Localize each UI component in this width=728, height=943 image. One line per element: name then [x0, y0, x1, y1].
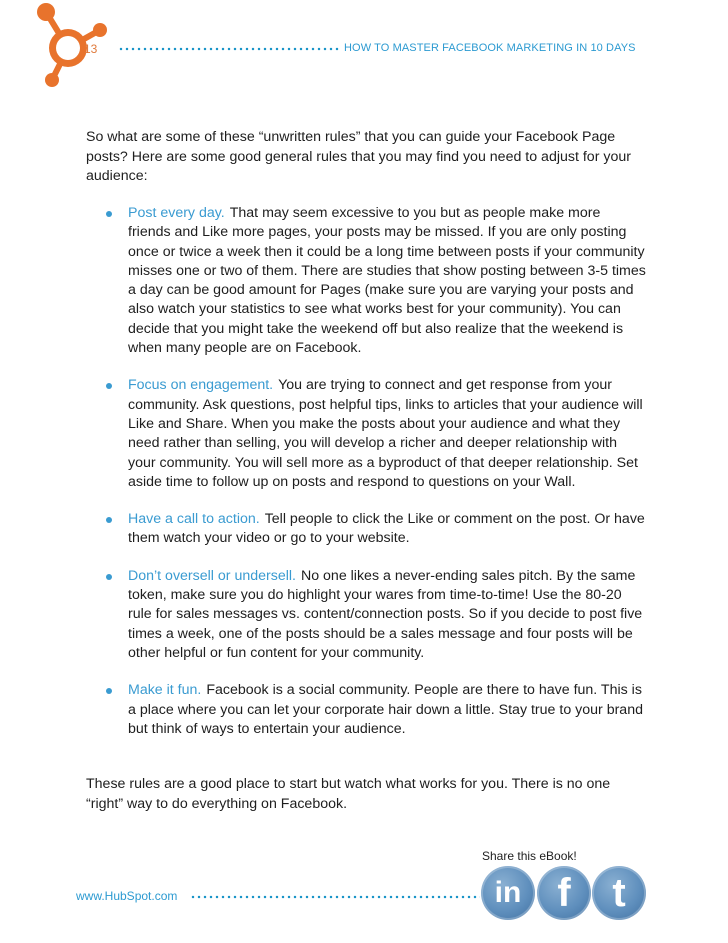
list-item	[86, 204, 646, 358]
twitter-icon[interactable]: t	[592, 866, 646, 920]
bullet-icon	[106, 574, 112, 580]
linkedin-icon[interactable]: in	[481, 866, 535, 920]
bullet-icon	[106, 517, 112, 523]
bullet-icon	[106, 383, 112, 389]
list-item	[86, 376, 646, 492]
rule-title: Don’t oversell or undersell.	[128, 567, 296, 584]
rule-title: Have a call to action.	[128, 511, 260, 528]
rule-title: Make it fun.	[128, 682, 202, 699]
rule-title: Focus on engagement.	[128, 377, 274, 394]
rule-text: Facebook is a social community. People are there to have fun. This is a place where you can let your corporate hair down a little. Stay true to your brand but think of ways to entertain your audience.	[128, 682, 643, 737]
bullet-icon	[106, 211, 112, 217]
facebook-icon[interactable]: f	[537, 866, 591, 920]
footer-dotted-divider	[190, 895, 480, 899]
list-item	[86, 681, 646, 739]
intro-paragraph: So what are some of these “unwritten rules” that you can guide your Facebook Page posts? Here are some good general rules that you may find you need to adjust for your audience:	[86, 129, 631, 184]
rule-text: That may seem excessive to you but as people make more friends and Like more pages, your posts may be missed. If you are only posting once or twice a week then it could be a long time between posts if your community misses one or two of them. There are studies that show posting between 3-5 times a day can be good amount for Pages (make sure you are varying your posts and also watch your statistics to see what works best for your community). You can decide that you might take the weekend off but also realize that the weekend is when many people are on Facebook.	[128, 205, 646, 357]
rule-text: You are trying to connect and get response from your community. Ask questions, post helpful tips, links to articles that your audience will Like and Share. When you make the posts about your audience and what they need rather than selling, you will develop a richer and deeper relationship with your community. You will sell more as a byproduct of that deeper relationship. Set aside time to follow up on posts and respond to questions on your Wall.	[128, 377, 643, 490]
rules-list	[86, 204, 646, 757]
closing-paragraph: These rules are a good place to start but watch what works for you. There is no one “right” way to do everything on Facebook.	[86, 776, 611, 812]
page-number: 13	[84, 42, 98, 56]
bullet-icon	[106, 688, 112, 694]
list-item	[86, 510, 646, 549]
rule-text: Tell people to click the Like or comment on the post. Or have them watch your video or go to your website.	[128, 511, 645, 547]
hubspot-link[interactable]: www.HubSpot.com	[76, 889, 178, 903]
list-item	[86, 567, 646, 663]
rule-text: No one likes a never-ending sales pitch. By the same token, make sure you do highlight your wares from time-to-time! Use the 80-20 rule for sales messages vs. content/connection posts. So if you decide to post five times a week, one of the posts should be a sales message and four posts will be other helpful or fun content for your community.	[128, 567, 643, 661]
share-label: Share this eBook!	[482, 849, 577, 863]
hubspot-sprocket-icon	[30, 0, 116, 92]
header-title: HOW TO MASTER FACEBOOK MARKETING IN 10 DAYS	[344, 42, 636, 54]
rule-title: Post every day.	[128, 205, 225, 221]
header-dotted-divider	[118, 47, 340, 51]
